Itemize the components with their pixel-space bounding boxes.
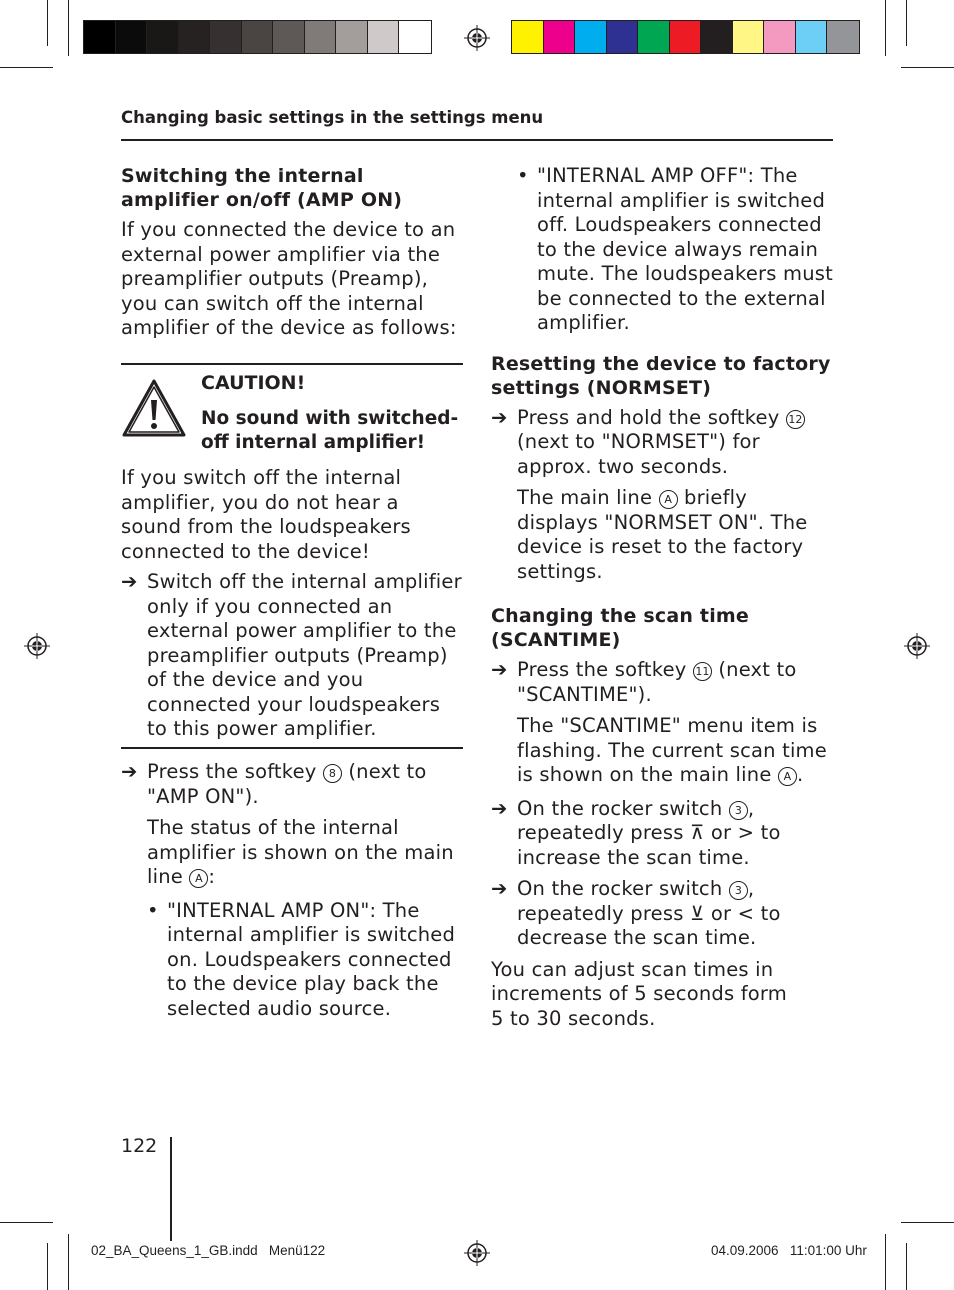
header-rule <box>121 139 833 141</box>
color-swatch <box>116 21 148 53</box>
caution-bottom-rule <box>121 747 463 749</box>
color-swatch <box>670 21 702 53</box>
color-swatch <box>638 21 670 53</box>
color-swatch <box>336 21 368 53</box>
color-swatch <box>796 21 828 53</box>
bullet-icon: • <box>147 898 159 922</box>
page-number-rule <box>170 1137 172 1241</box>
color-swatch <box>273 21 305 53</box>
rocker-down-icon: ⊻ <box>689 901 705 925</box>
registration-mark-icon <box>24 633 50 659</box>
warning-triangle-icon <box>121 378 187 438</box>
color-swatch <box>84 21 116 53</box>
crop-mark <box>0 1222 53 1223</box>
closing-paragraph: You can adjust scan times in increments of 5 seconds form 5 to 30 seconds. <box>491 957 788 1030</box>
color-swatch <box>512 21 544 53</box>
color-swatch <box>607 21 639 53</box>
bullet-icon: • <box>517 164 529 187</box>
rocker-switch-3-icon: 3 <box>729 881 748 900</box>
registration-mark-icon <box>464 1240 490 1266</box>
crop-mark <box>68 0 69 56</box>
softkey-12-icon: 12 <box>786 410 805 429</box>
grayscale-calibration-bar <box>83 20 432 54</box>
color-swatch <box>544 21 576 53</box>
color-swatch <box>305 21 337 53</box>
section-heading-normset: Resetting the device to factory settings (NORMSET) <box>491 352 831 399</box>
decrease-step: ➔ On the rocker switch 3 , repeatedly press ⊻ or < to decrease the scan time. <box>491 877 781 949</box>
caution-title: CAUTION! <box>201 372 306 394</box>
color-swatch <box>575 21 607 53</box>
main-line-a-icon: A <box>659 490 678 509</box>
color-swatch <box>827 21 859 53</box>
main-line-a-icon: A <box>778 767 797 786</box>
amp-on-option: • "INTERNAL AMP ON": The internal amplifier is switched on. Loudspeakers connected to the device play back the selected audio source. <box>147 898 456 1020</box>
reset-step: ➔ Press and hold the softkey 12 (next to "NORMSET") for approx. two seconds. <box>491 406 833 480</box>
section-heading-amp-on: Switching the internal amplifier on/off (AMP ON) <box>121 165 403 211</box>
footer-file-info: 02_BA_Queens_1_GB.indd Menü122 <box>91 1243 326 1258</box>
registration-mark-icon <box>464 25 490 51</box>
arrow-icon: ➔ <box>491 877 508 900</box>
scan-result: The "SCANTIME" menu item is flashing. The current scan time is shown on the main line A . <box>517 714 827 786</box>
right-column <box>491 164 833 1031</box>
color-swatch <box>179 21 211 53</box>
caution-text: If you switch off the internal amplifier, you do not hear a sound from the loudspeakers connected to the device! <box>121 466 411 563</box>
caution-subtitle: No sound with switched-off internal amplifier! <box>201 408 459 453</box>
color-swatch <box>764 21 796 53</box>
color-swatch <box>242 21 274 53</box>
color-swatch <box>147 21 179 53</box>
left-column <box>121 164 463 341</box>
arrow-icon: ➔ <box>121 760 138 783</box>
softkey-11-icon: 11 <box>693 662 712 681</box>
rocker-switch-3-icon: 3 <box>729 801 748 820</box>
color-calibration-bar <box>511 20 860 54</box>
arrow-icon: ➔ <box>121 570 138 593</box>
page-number: 122 <box>121 1135 158 1157</box>
rocker-up-icon: ⊼ <box>689 821 705 844</box>
increase-step: ➔ On the rocker switch 3 , repeatedly press ⊼ or > to increase the scan time. <box>491 796 781 869</box>
intro-paragraph: If you connected the device to an external power amplifier via the preamplifier outputs (Preamp), you can switch off the internal amplifier of the device as follows: <box>121 218 457 339</box>
caution-body <box>121 466 463 742</box>
color-swatch <box>368 21 400 53</box>
amp-off-option: • "INTERNAL AMP OFF": The internal amplifier is switched off. Loudspeakers connected to the device always remain mute. The loudspeakers must be connected to the external amplifier. <box>517 164 833 334</box>
scan-step: ➔ Press the softkey 11 (next to "SCANTIME"). <box>491 658 797 706</box>
arrow-icon: ➔ <box>491 658 508 681</box>
footer-timestamp: 04.09.2006 11:01:00 Uhr <box>711 1243 867 1258</box>
registration-mark-icon <box>904 633 930 659</box>
caution-top-rule <box>121 363 463 365</box>
color-swatch <box>701 21 733 53</box>
section-heading-scantime: Changing the scan time (SCANTIME) <box>491 605 749 651</box>
softkey-8-icon: 8 <box>323 764 342 783</box>
main-line-a-icon: A <box>189 869 208 888</box>
crop-mark <box>885 0 886 56</box>
crop-mark <box>906 1243 907 1290</box>
amp-on-steps <box>121 760 463 1021</box>
arrow-icon: ➔ <box>491 405 508 429</box>
crop-mark <box>0 67 53 68</box>
rocker-left-icon: < <box>737 901 755 925</box>
crop-mark <box>47 1243 48 1290</box>
arrow-icon: ➔ <box>491 796 508 820</box>
crop-mark <box>68 1234 69 1290</box>
softkey-step: ➔ Press the softkey 8 (next to "AMP ON"). <box>121 760 427 808</box>
color-swatch <box>399 21 431 53</box>
crop-mark <box>906 0 907 46</box>
color-swatch <box>733 21 765 53</box>
color-swatch <box>210 21 242 53</box>
rocker-right-icon: > <box>737 821 755 844</box>
running-header: Changing basic settings in the settings menu <box>121 108 544 127</box>
caution-step: ➔ Switch off the internal amplifier only if you connected an external power amplifier to the preamplifier outputs (Preamp) of the device and you connected your loudspeakers to this power amplifier. <box>121 570 462 740</box>
reset-result: The main line A briefly displays "NORMSET ON". The device is reset to the factory settings. <box>517 486 808 583</box>
crop-mark <box>885 1234 886 1290</box>
crop-mark <box>901 67 954 68</box>
crop-mark <box>47 0 48 46</box>
status-result: The status of the internal amplifier is shown on the main line A : <box>147 816 454 888</box>
crop-mark <box>901 1222 954 1223</box>
